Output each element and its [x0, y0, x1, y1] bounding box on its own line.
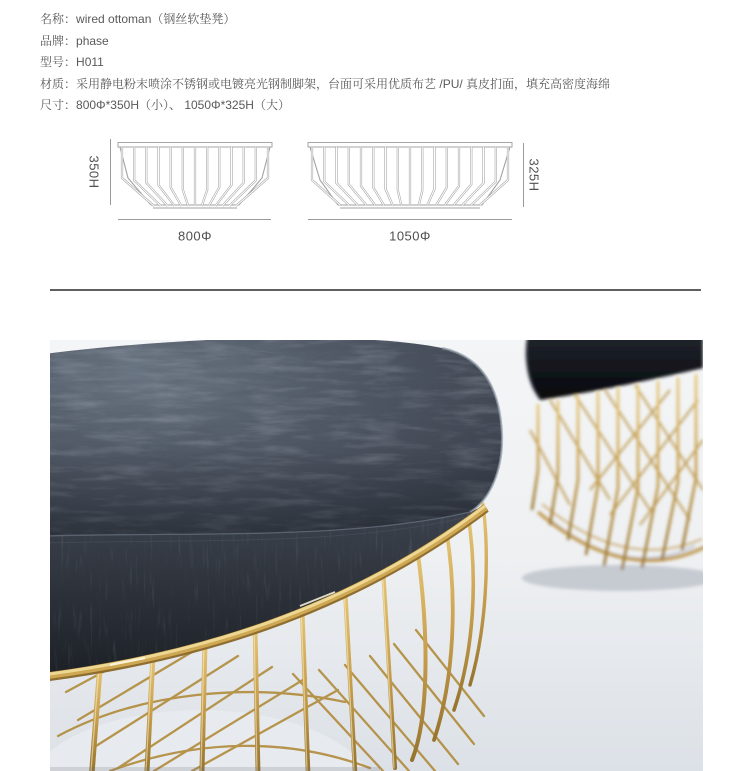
large-ottoman-drawing [302, 140, 518, 214]
section-divider [50, 289, 701, 291]
spec-value-material: 采用静电粉末喷涂不锈钢或电镀亮光钢制脚架，台面可采用优质布艺 /PU/ 真皮扪面，填充高密度海绵 [76, 76, 611, 91]
spec-label-name: 名称 [40, 12, 65, 26]
spec-value-size: 800Φ*350H（小）、 1050Φ*325H（大） [76, 98, 290, 113]
spec-colon: ： [64, 55, 77, 70]
spec-value-brand: phase [76, 33, 109, 48]
small-ottoman-drawing [112, 140, 278, 214]
spec-row-model [40, 52, 720, 74]
spec-colon: ： [64, 98, 77, 113]
ottoman-photo [50, 340, 703, 771]
diameter-label-large: 1050Φ [389, 228, 431, 244]
diameter-dim-line-large [308, 219, 512, 220]
spec-row-brand [40, 31, 720, 53]
spec-label-brand: 品牌 [40, 33, 65, 48]
spec-row-name [40, 9, 720, 31]
product-specs [40, 9, 720, 117]
spec-label-model: 型号 [40, 55, 65, 70]
diameter-dim-line-small [118, 219, 271, 220]
spec-colon: ： [64, 12, 77, 26]
spec-colon: ： [64, 33, 77, 48]
spec-value-model: H011 [76, 55, 104, 70]
product-photo [50, 340, 703, 771]
height-dim-line-small [110, 139, 111, 205]
spec-label-material: 材质 [40, 76, 65, 91]
height-label-large: 325H [526, 158, 542, 192]
spec-row-material [40, 74, 720, 96]
diameter-label-small: 800Φ [177, 228, 213, 244]
floor-shadow-strip [50, 767, 380, 771]
spec-label-size: 尺寸 [40, 98, 65, 113]
spec-row-size [40, 95, 720, 117]
height-dim-line-large [523, 143, 524, 207]
height-label-small: 350H [86, 155, 102, 189]
spec-value-name: wired ottoman（钢丝软垫凳） [76, 12, 236, 26]
spec-colon: ： [64, 76, 77, 91]
